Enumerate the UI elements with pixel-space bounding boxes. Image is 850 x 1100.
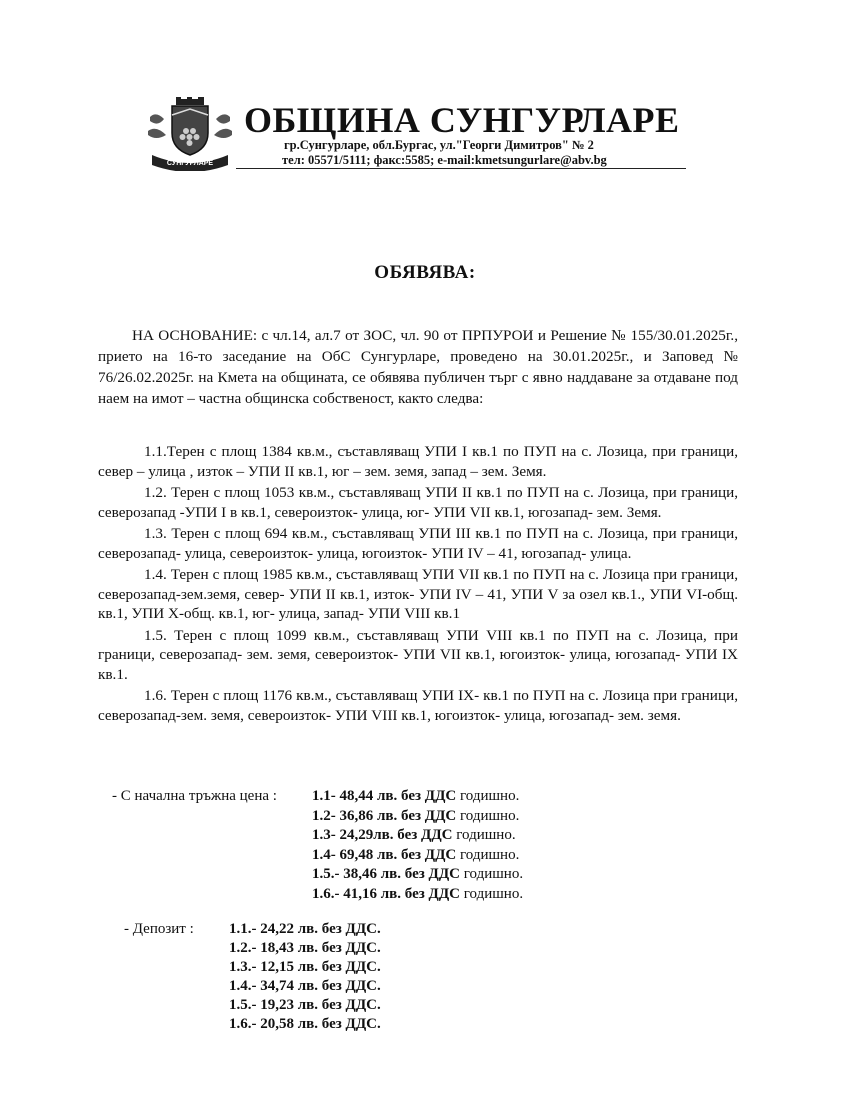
price-row [112,787,612,807]
price-amount: 1.3- 24,29лв. без ДДС [312,827,453,843]
price-row [112,807,612,827]
property-item: 1.3. Терен с площ 694 кв.м., съставляващ УПИ III кв.1 по ПУП на с. Лозица, при граници, северозапад- улица, североизток- улица, югоизток- УПИ IV – 41, югозапад- улица. [98,525,738,562]
intro-paragraph: НА ОСНОВАНИЕ: с чл.14, ал.7 от ЗОС, чл. 90 от ПРПУРОИ и Решение № 155/30.01.2025г., прието на 16-то заседание на ОбС Сунгурларе, проведено на 30.01.2025г., и Заповед № 76/26.02.2025г. на Кмета на общината, се обявява публичен търг с явно наддаване за отдаване под наем на имот – частна общинска собственост, както следва: [98,327,738,407]
property-item: 1.6. Терен с площ 1176 кв.м., съставляващ УПИ IX- кв.1 по ПУП на с. Лозица при граници, северозапад-зем. земя, североизток- УПИ VIII кв.1, югоизток- улица, югозапад- зем. земя. [98,687,738,724]
price-row [112,865,612,885]
price-value [312,885,523,905]
deposit-value: 1.4.- 34,74 лв. без ДДС. [229,978,381,994]
price-row [112,846,612,866]
deposit-row [124,996,524,1015]
price-amount: 1.2- 36,86 лв. без ДДС [312,807,457,824]
price-value [312,865,523,885]
deposit-row [124,1015,524,1034]
crest-ribbon-text: СУНГУРЛАРЕ [166,160,214,167]
deposit-row [124,958,524,977]
price-value [312,826,516,846]
starting-price-label: - С начална тръжна цена : [112,788,277,804]
deposit-value: 1.3.- 12,15 лв. без ДДС. [229,959,381,975]
price-value [312,787,519,807]
deposit-value: 1.5.- 19,23 лв. без ДДС. [229,997,381,1013]
price-amount: 1.4- 69,48 лв. без ДДС [312,846,457,863]
price-value [312,846,519,866]
price-row [112,826,612,846]
price-value [312,807,519,827]
header-divider [236,168,686,169]
property-item: 1.1.Терен с площ 1384 кв.м., съставляващ УПИ I кв.1 по ПУП на с. Лозица, при граници, север – улица , изток – УПИ II кв.1, юг – зем. земя, запад – зем. Земя. [98,443,738,480]
property-list [98,442,738,727]
price-suffix: годишно. [456,807,520,824]
price-amount: 1.5.- 38,46 лв. без ДДС [312,866,460,882]
deposit-row [124,939,524,958]
price-suffix: годишно. [452,827,516,843]
price-suffix: годишно. [456,846,520,863]
starting-price-list [112,787,612,904]
deposit-row [124,977,524,996]
price-amount: 1.6.- 41,16 лв. без ДДС [312,885,460,902]
document-title: ОБЯВЯВА: [374,262,476,283]
price-row [112,885,612,905]
property-item: 1.5. Терен с площ 1099 кв.м., съставляващ УПИ VIII кв.1 по ПУП на с. Лозица, при граници, северозапад- зем. земя, североизток- УПИ VII кв.1, югоизток- улица, югозапад- УПИ IX кв.1. [98,626,738,683]
deposit-value: 1.1.- 24,22 лв. без ДДС. [229,921,381,937]
property-item: 1.4. Терен с площ 1985 кв.м., съставляващ УПИ VII кв.1 по ПУП на с. Лозица при граници, северозапад-зем.земя, север- УПИ II кв.1, изток- УПИ IV – 41, УПИ V за озел кв.1., УПИ VI-общ. кв.1, УПИ X-общ. кв.1, юг- улица, запад- УПИ VIII кв.1 [98,566,738,622]
price-amount: 1.1- 48,44 лв. без ДДС [312,788,457,804]
deposit-list [124,920,524,1034]
price-suffix: годишно. [459,885,524,902]
municipality-address: гр.Сунгурларе, обл.Бургас, ул."Георги Димитров" № 2 [284,138,594,152]
municipality-contacts: тел: 05571/5111; факс:5585; e-mail:kmetsungurlare@abv.bg [282,153,607,167]
price-suffix: годишно. [456,788,520,804]
municipality-name: ОБЩИНА СУНГУРЛАРЕ [244,100,680,140]
deposit-value: 1.6.- 20,58 лв. без ДДС. [229,1016,381,1032]
property-item: 1.2. Терен с площ 1053 кв.м., съставляващ УПИ II кв.1 по ПУП на с. Лозица, при граници, северозапад -УПИ I в кв.1, североизток- улица, юг- УПИ VII кв.1, югозапад- зем. Земя. [98,484,738,521]
deposit-row [124,920,524,939]
price-suffix: годишно. [459,866,524,882]
deposit-label: - Депозит : [124,921,194,937]
municipality-crest-logo [146,97,234,171]
deposit-value: 1.2.- 18,43 лв. без ДДС. [229,940,381,956]
